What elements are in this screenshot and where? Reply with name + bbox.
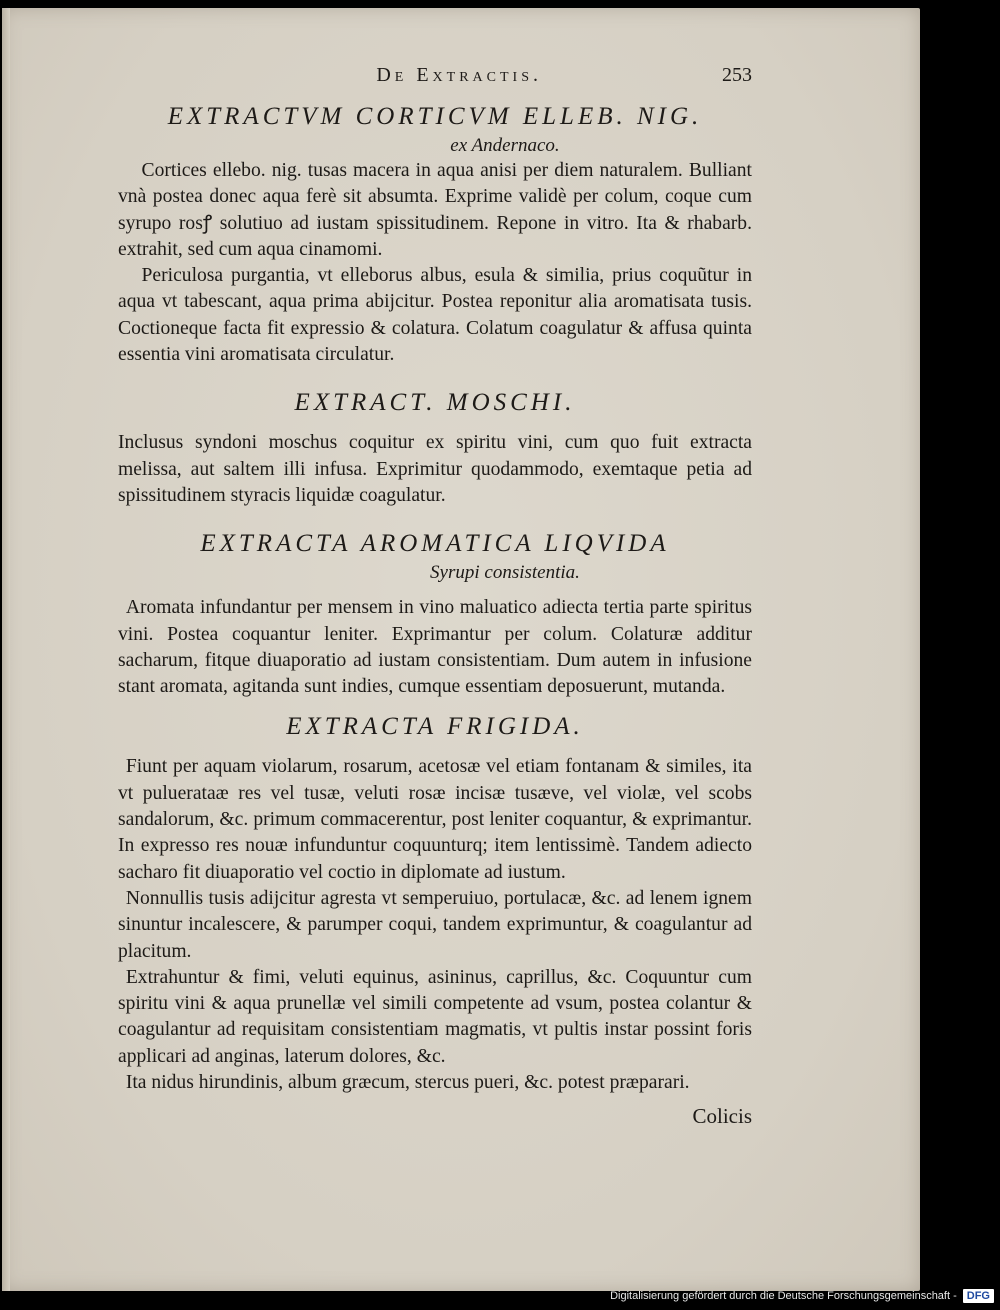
credit-text: Digitalisierung gefördert durch die Deutsche Forschungsgemeinschaft - xyxy=(610,1290,957,1302)
section-subheading: Syrupi consistentia. xyxy=(430,562,580,584)
paragraph: Ita nidus hirundinis, album græcum, stercus pueri, &c. potest præparari. xyxy=(125,1072,690,1094)
paragraph: Fiunt per aquam violarum, rosarum, acetosæ vel etiam fontanam & similes, ita vt puluerataæ res vel tusæ, veluti rosæ incisæ tusæve, vel violæ, vel scobs sandalorum, &c. primum commacerentur, post leniter coquantur, & exprimantur. In expresso res nouæ infunduntur coquunturq; item lentissimè. Tandem adiecto sacharo fit diuaporatio vel coctio in diplomate ad iustum. xyxy=(118,756,752,883)
section-heading: EXTRACTA FRIGIDA. xyxy=(286,713,584,741)
digitization-credit xyxy=(610,1286,994,1306)
paragraph: Cortices ellebo. nig. tusas macera in aqua anisi per diem naturalem. Bulliant vnà postea donec aqua ferè sit absumta. Exprime validè per colum, coque cum syrupo rosꝭ solutiuo ad iustam spissitudinem. Repone in vitro. Ita & rhabarb. extrahit, sed cum aqua cinamomi. xyxy=(118,160,752,260)
section-heading: EXTRACTA AROMATICA LIQVIDA xyxy=(200,530,670,558)
paragraph: Inclusus syndoni moschus coquitur ex spiritu vini, cum quo fuit extracta melissa, aut saltem illi infusa. Exprimitur quodammodo, exemtaque petia ad spissitudinem styracis liquidæ coagulatur. xyxy=(118,432,752,506)
catchword: Colicis xyxy=(692,1104,752,1129)
page-edge-shadow xyxy=(2,8,10,1291)
paragraph: Aromata infundantur per mensem in vino maluatico adiecta tertia parte spiritus vini. Postea coquantur leniter. Exprimantur per colum. Colaturæ additur sacharum, fitque diuaporatio ad iustam consistentiam. Dum autem in infusione stant aromata, agitanda sunt indies, cumque essentiam deposuerunt, mutanda. xyxy=(118,597,752,698)
section-heading: EXTRACT. MOSCHI. xyxy=(294,389,576,417)
section-subheading: ex Andernaco. xyxy=(450,135,560,156)
running-head-title: De Extractis. xyxy=(376,64,542,86)
page-number: 253 xyxy=(722,64,752,86)
section-heading: EXTRACTVM CORTICVM ELLEB. NIG. xyxy=(167,103,703,130)
paragraph: Nonnullis tusis adijcitur agresta vt semperuiuo, portulacæ, &c. ad lenem ignem sinuntur incalescere, & parumper coqui, tandem exprimuntur, & coagulantur ad placitum. xyxy=(118,887,752,962)
paragraph: Extrahuntur & fimi, veluti equinus, asininus, caprillus, &c. Coquuntur cum spiritu vini & aqua prunellæ vel simili competente ad vsum, postea colantur & coagulantur ad requisitam consistentiam magmatis, vt pultis instar possint foris applicari ad anginas, laterum dolores, &c. xyxy=(118,966,752,1067)
book-page xyxy=(2,8,920,1291)
paragraph: Periculosa purgantia, vt elleborus albus, esula & similia, prius coquũtur in aqua vt tabescant, aqua prima abijcitur. Postea reponitur alia aromatisata tusis. Coctioneque facta fit expressio & colatura. Colatum coagulatur & affusa quinta essentia vini aromatisata circulatur. xyxy=(118,265,752,366)
running-head xyxy=(118,64,752,100)
page-text-block xyxy=(118,64,752,1129)
dfg-logo: DFG xyxy=(963,1289,994,1303)
